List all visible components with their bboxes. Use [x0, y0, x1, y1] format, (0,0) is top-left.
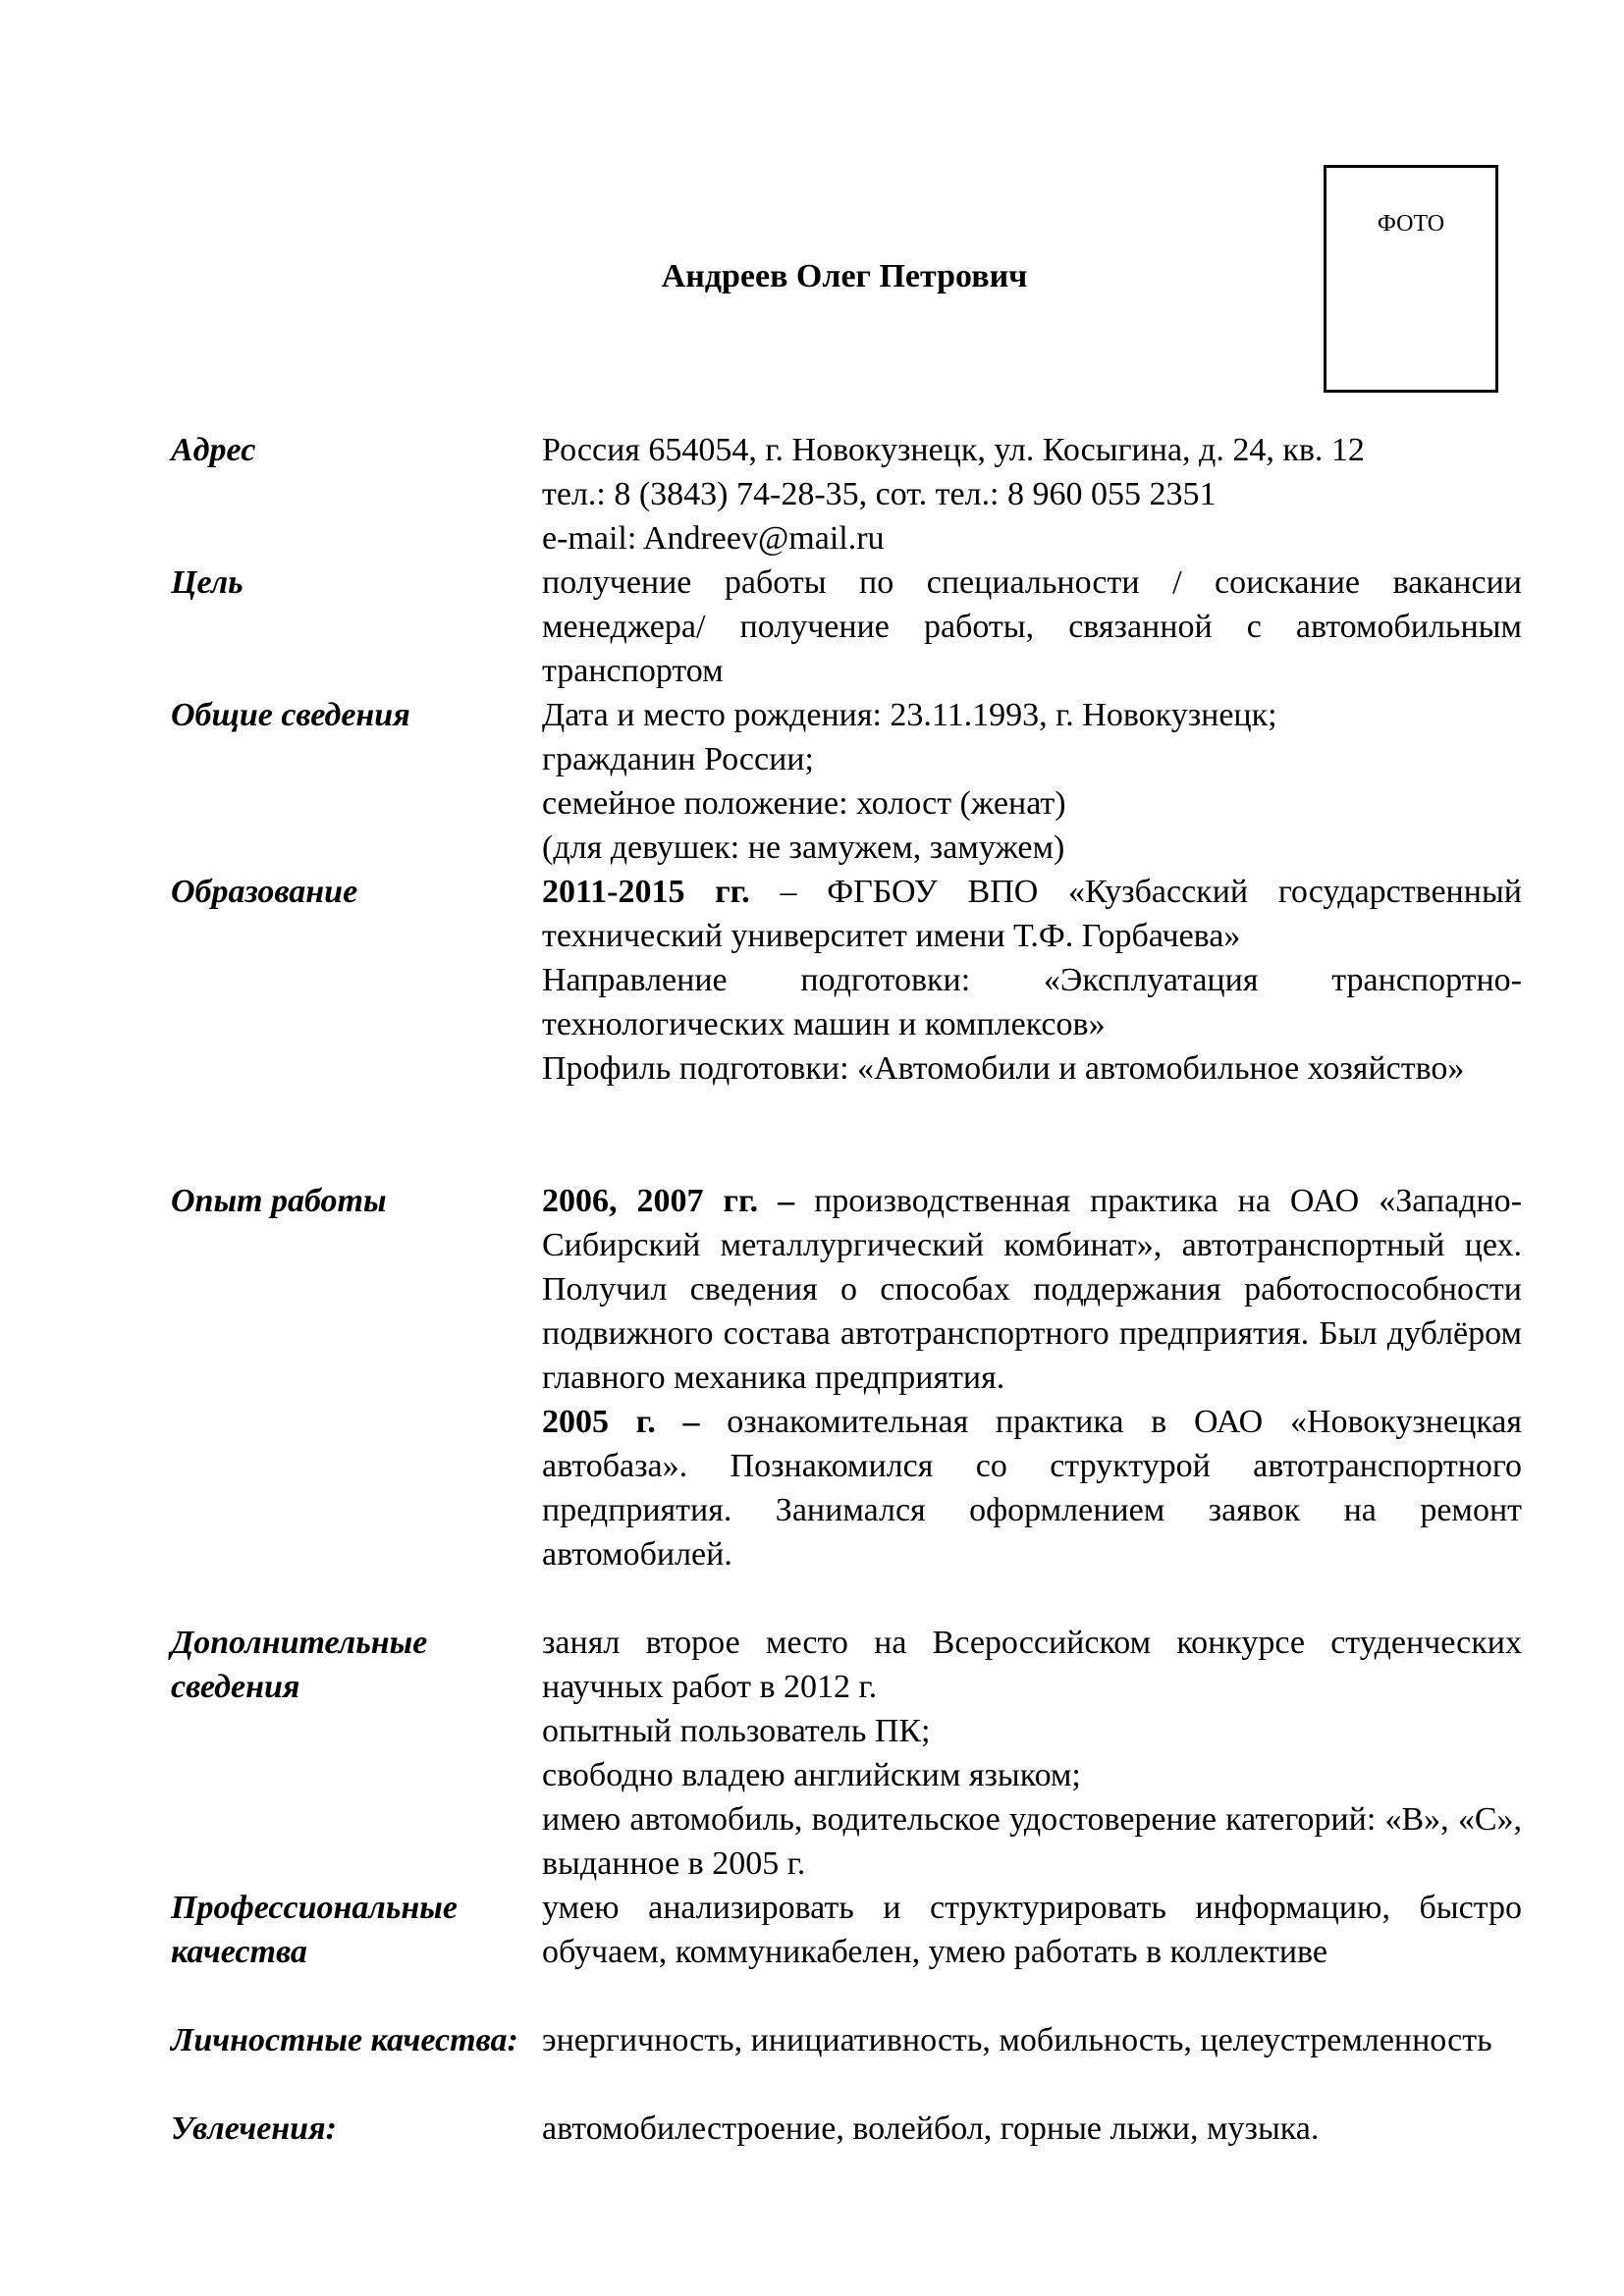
personal-text: энергичность, инициативность, мобильность, целеустремленность — [542, 2022, 1492, 2058]
section-content-experience — [542, 1179, 1522, 1576]
additional-line: опытный пользователь ПК; — [542, 1713, 931, 1749]
resume-name: Андреев Олег Петрович — [661, 258, 1028, 294]
marital-line: семейное положение: холост (женат) — [542, 785, 1066, 822]
additional-line: занял второе место на Всероссийском конкурсе студенческих научных работ в 2012 г. — [542, 1625, 1522, 1705]
section-label-general: Общие сведения — [171, 697, 410, 733]
education-institution-name: – ФГБОУ ВПО «Кузбасский государственный технический университет имени Т.Ф. Горбачева» — [542, 874, 1522, 954]
section-label-additional: Дополнительные сведения — [171, 1625, 428, 1705]
hobbies-text: автомобилестроение, волейбол, горные лыжи, музыка. — [542, 2110, 1320, 2147]
section-content-education — [542, 870, 1522, 1091]
education-profile: Профиль подготовки: «Автомобили и автомобильное хозяйство» — [542, 1050, 1465, 1087]
birth-line: Дата и место рождения: 23.11.1993, г. Новокузнецк; — [542, 697, 1277, 733]
section-label-personal: Личностные качества: — [171, 2022, 518, 2058]
experience-item — [542, 1400, 1522, 1576]
citizenship-line: гражданин России; — [542, 741, 814, 777]
phone-line: тел.: 8 (3843) 74-28-35, сот. тел.: 8 960 055 2351 — [542, 476, 1217, 512]
goal-text: получение работы по специальности / соискание вакансии менеджера/ получение работы, связанной с автомобильным транспортом — [542, 564, 1522, 689]
professional-text: умею анализировать и структурировать информацию, быстро обучаем, коммуникабелен, умею работать в коллективе — [542, 1890, 1522, 1970]
section-content-general — [542, 693, 1522, 870]
experience-years: 2006, 2007 гг. – — [542, 1183, 795, 1219]
section-label-education: Образование — [171, 874, 358, 910]
photo-placeholder — [1324, 165, 1498, 393]
section-content-professional — [542, 1886, 1522, 1974]
section-content-additional — [542, 1621, 1522, 1886]
email-line: e-mail: Andreev@mail.ru — [542, 520, 885, 557]
experience-item — [542, 1179, 1522, 1400]
section-label-experience: Опыт работы — [171, 1183, 387, 1219]
experience-years: 2005 г. – — [542, 1404, 700, 1440]
section-content-goal — [542, 561, 1522, 693]
section-label-address: Адрес — [171, 432, 256, 468]
section-label-professional: Профессиональные качества — [171, 1890, 458, 1970]
section-label-hobbies: Увлечения: — [171, 2110, 337, 2147]
address-line: Россия 654054, г. Новокузнецк, ул. Косыгина, д. 24, кв. 12 — [542, 432, 1365, 468]
section-content-personal — [542, 2018, 1522, 2062]
section-content-hobbies — [542, 2107, 1522, 2151]
additional-line: имею автомобиль, водительское удостоверение категорий: «В», «С», выданное в 2005 г. — [542, 1801, 1522, 1882]
additional-line: свободно владею английским языком; — [542, 1757, 1081, 1793]
experience-text: производственная практика на ОАО «Западно-Сибирский металлургический комбинат», автотранспортный цех. Получил сведения о способах поддержания работоспособности подвижного состава автотранспортного предприятия. Был дублёром главного механика предприятия. — [542, 1183, 1522, 1396]
education-institution — [542, 870, 1522, 958]
photo-label: ФОТО — [1377, 211, 1445, 237]
section-content-address — [542, 428, 1522, 561]
education-years: 2011-2015 гг. — [542, 874, 750, 910]
section-label-goal: Цель — [171, 564, 244, 601]
marital-note-line: (для девушек: не замужем, замужем) — [542, 829, 1065, 866]
experience-text: ознакомительная практика в ОАО «Новокузнецкая автобаза». Познакомился со структурой автотранспортного предприятия. Занимался оформлением заявок на ремонт автомобилей. — [542, 1404, 1522, 1573]
education-direction: Направление подготовки: «Эксплуатация транспортно-технологических машин и комплексов» — [542, 962, 1522, 1042]
